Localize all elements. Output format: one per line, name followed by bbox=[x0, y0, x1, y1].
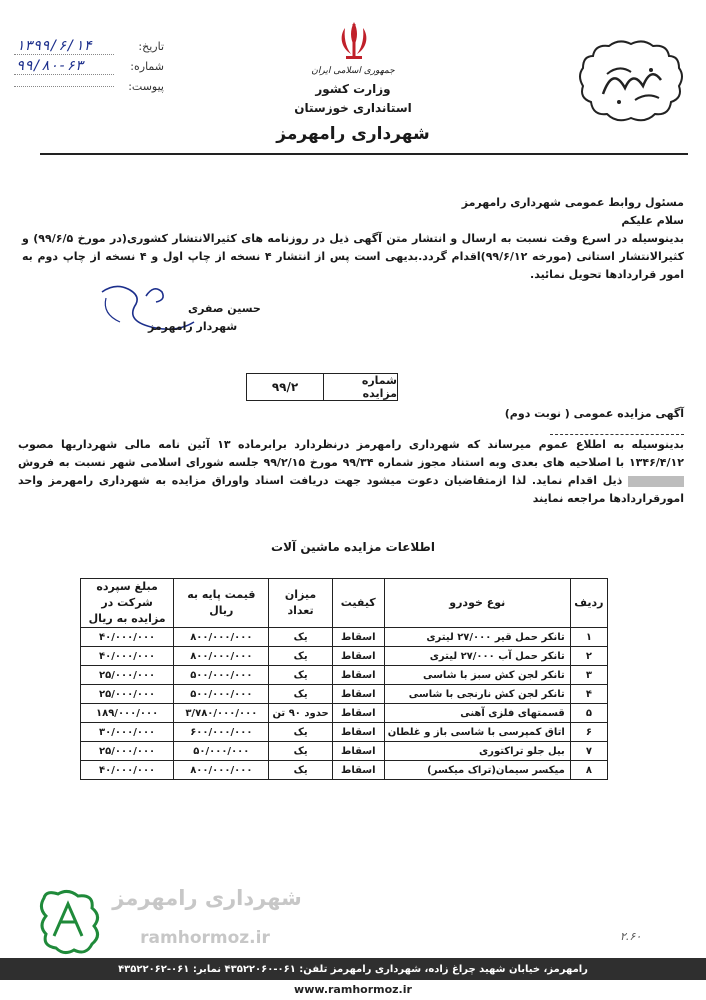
table-row bbox=[81, 742, 608, 761]
redacted-text bbox=[628, 476, 684, 487]
letter-meta bbox=[14, 36, 164, 96]
table-row bbox=[81, 723, 608, 742]
ad-title: آگهی مزایده عمومی ( نوبت دوم) bbox=[504, 407, 684, 420]
header-deposit: مبلغ سپرده شرکت در مزایده به ریال bbox=[81, 579, 174, 628]
auction-number-box bbox=[246, 373, 398, 401]
cell-vehicle: میکسر سیمان(تراک میکسر) bbox=[384, 761, 570, 780]
cell-quantity: یک bbox=[269, 742, 332, 761]
signer-name: حسین صفری bbox=[188, 302, 261, 315]
iran-emblem-icon bbox=[331, 18, 377, 64]
cell-base-price: ۳/۷۸۰/۰۰۰/۰۰۰ bbox=[174, 704, 269, 723]
cell-quality: اسقاط bbox=[332, 723, 384, 742]
header-divider bbox=[40, 153, 688, 155]
table-row bbox=[81, 685, 608, 704]
cell-vehicle: قسمتهای فلزی آهنی bbox=[384, 704, 570, 723]
cell-vehicle: تانکر حمل قیر ۲۷/۰۰۰ لیتری bbox=[384, 628, 570, 647]
cell-base-price: ۵۰۰/۰۰۰/۰۰۰ bbox=[174, 685, 269, 704]
header-quality: کیفیت bbox=[332, 579, 384, 628]
table-header-row bbox=[81, 579, 608, 628]
auction-number-value: ۹۹/۲ bbox=[271, 380, 299, 394]
header-quantity: میزان تعداد bbox=[269, 579, 332, 628]
cell-deposit: ۲۵/۰۰۰/۰۰۰ bbox=[81, 666, 174, 685]
cell-deposit: ۴۰/۰۰۰/۰۰۰ bbox=[81, 628, 174, 647]
header-vehicle: نوع خودرو bbox=[384, 579, 570, 628]
footer-address: رامهرمز، خیابان شهید چراغ زاده، شهرداری رامهرمز تلفن: ۰۶۱-۴۳۵۲۲۰۶۰ نمابر: ۰۶۱-۴۳۵۲۲۰۶۲ bbox=[118, 963, 588, 975]
signer-title: شهردار رامهرمز bbox=[148, 320, 238, 333]
cell-quality: اسقاط bbox=[332, 685, 384, 704]
cell-quality: اسقاط bbox=[332, 647, 384, 666]
date-row bbox=[14, 36, 164, 56]
cell-deposit: ۱۸۹/۰۰۰/۰۰۰ bbox=[81, 704, 174, 723]
cell-quantity: یک bbox=[269, 628, 332, 647]
auction-table bbox=[80, 578, 608, 780]
cell-vehicle: اتاق کمپرسی با شاسی باز و غلطان bbox=[384, 723, 570, 742]
cell-quality: اسقاط bbox=[332, 666, 384, 685]
header-base-price: قیمت پایه به ریال bbox=[174, 579, 269, 628]
cell-vehicle: تانکر حمل آب ۲۷/۰۰۰ لیتری bbox=[384, 647, 570, 666]
watermark-name: شهرداری رامهرمز bbox=[112, 886, 302, 910]
table-row bbox=[81, 704, 608, 723]
auction-body-part2: ذیل اقدام نماید. لذا ازمتقاضیان دعوت میشود جهت دریافت اسناد واوراق مزایده به شهرداری رامهرمز واحد امورقراردادها مراجعه نمایند bbox=[18, 474, 684, 505]
margin-note: ۲.۶۰ bbox=[620, 930, 642, 943]
cell-quantity: یک bbox=[269, 666, 332, 685]
cell-base-price: ۸۰۰/۰۰۰/۰۰۰ bbox=[174, 647, 269, 666]
cell-deposit: ۲۵/۰۰۰/۰۰۰ bbox=[81, 742, 174, 761]
cell-row-number: ۸ bbox=[570, 761, 607, 780]
attachment-label: پیوست: bbox=[128, 79, 164, 93]
cell-quality: اسقاط bbox=[332, 704, 384, 723]
cell-vehicle: تانکر لجن کش نارنجی با شاسی bbox=[384, 685, 570, 704]
cell-base-price: ۸۰۰/۰۰۰/۰۰۰ bbox=[174, 761, 269, 780]
auction-body bbox=[18, 436, 684, 508]
cell-quantity: یک bbox=[269, 685, 332, 704]
number-value: ۹۹/۸۰-۶۳ bbox=[14, 58, 114, 75]
ministry-heading: وزارت کشور bbox=[315, 82, 391, 96]
cell-deposit: ۳۰/۰۰۰/۰۰۰ bbox=[81, 723, 174, 742]
republic-caption: جمهوری اسلامی ایران bbox=[311, 66, 395, 76]
table-row bbox=[81, 647, 608, 666]
cell-base-price: ۵۰/۰۰۰/۰۰۰ bbox=[174, 742, 269, 761]
date-label: تاریخ: bbox=[138, 39, 164, 53]
cell-base-price: ۸۰۰/۰۰۰/۰۰۰ bbox=[174, 628, 269, 647]
watermark-site: ramhormoz.ir bbox=[140, 928, 270, 948]
table-row bbox=[81, 628, 608, 647]
cell-vehicle: بیل جلو تراکتوری bbox=[384, 742, 570, 761]
cell-row-number: ۴ bbox=[570, 685, 607, 704]
cell-deposit: ۲۵/۰۰۰/۰۰۰ bbox=[81, 685, 174, 704]
greeting: سلام علیکم bbox=[621, 214, 684, 227]
date-value: ۱۳۹۹/۶/۱۴ bbox=[14, 38, 114, 55]
cell-quantity: یک bbox=[269, 647, 332, 666]
attachment-row bbox=[14, 76, 164, 96]
cell-deposit: ۴۰/۰۰۰/۰۰۰ bbox=[81, 647, 174, 666]
municipality-logo-icon bbox=[573, 36, 689, 126]
cell-vehicle: تانکر لجن کش سبز با شاسی bbox=[384, 666, 570, 685]
cell-quantity: یک bbox=[269, 723, 332, 742]
cell-row-number: ۱ bbox=[570, 628, 607, 647]
cell-quantity: یک bbox=[269, 761, 332, 780]
watermark-logo-icon bbox=[34, 886, 104, 958]
footer-address-bar bbox=[0, 958, 706, 980]
footer-website-link[interactable]: www.ramhormoz.ir bbox=[294, 983, 412, 996]
cell-row-number: ۳ bbox=[570, 666, 607, 685]
table-title: اطلاعات مزایده ماشین آلات bbox=[271, 540, 435, 554]
table-row bbox=[81, 761, 608, 780]
number-label: شماره: bbox=[130, 59, 164, 73]
cell-base-price: ۵۰۰/۰۰۰/۰۰۰ bbox=[174, 666, 269, 685]
cell-row-number: ۵ bbox=[570, 704, 607, 723]
province-heading: استانداری خوزستان bbox=[294, 101, 412, 115]
cell-quality: اسقاط bbox=[332, 628, 384, 647]
cell-quality: اسقاط bbox=[332, 761, 384, 780]
table-row bbox=[81, 666, 608, 685]
municipality-heading: شهرداری رامهرمز bbox=[276, 124, 430, 144]
cell-row-number: ۶ bbox=[570, 723, 607, 742]
header-row-number: ردیف bbox=[570, 579, 607, 628]
auction-body-part1: بدینوسیله به اطلاع عموم میرساند که شهرداری رامهرمز درنظردارد برابرماده ۱۳ آئین نامه مالی شهرداریها مصوب ۱۳۴۶/۴/۱۲ با اصلاحیه های بعدی وبه استناد مجوز شماره ۹۹/۳۴ مورخ ۹۹/۲/۱۵ جلسه شورای اسلامی شهر نسبت به فروش bbox=[18, 438, 684, 469]
cell-base-price: ۶۰۰/۰۰۰/۰۰۰ bbox=[174, 723, 269, 742]
cell-row-number: ۲ bbox=[570, 647, 607, 666]
attachment-value bbox=[14, 86, 114, 87]
number-row bbox=[14, 56, 164, 76]
cell-deposit: ۴۰/۰۰۰/۰۰۰ bbox=[81, 761, 174, 780]
auction-number-label: شماره مزایده bbox=[323, 374, 397, 400]
cell-row-number: ۷ bbox=[570, 742, 607, 761]
letter-body: بدینوسیله در اسرع وقت نسبت به ارسال و انتشار متن آگهی ذیل در روزنامه های کثیرالانتشار کشوری(در مورخ ۹۹/۶/۵) و کثیرالانتشار استانی (مورخه ۹۹/۶/۱۲)اقدام گردد.بدیهی است پس از انتشار ۴ نسخه از چاپ اول و ۴ نسخه از چاپ دوم به امور قراردادها تحویل نمائید. bbox=[22, 232, 684, 281]
ad-title-underline bbox=[550, 434, 684, 435]
cell-quality: اسقاط bbox=[332, 742, 384, 761]
addressee: مسئول روابط عمومی شهرداری رامهرمز bbox=[461, 196, 684, 209]
cell-quantity: حدود ۹۰ تن bbox=[269, 704, 332, 723]
